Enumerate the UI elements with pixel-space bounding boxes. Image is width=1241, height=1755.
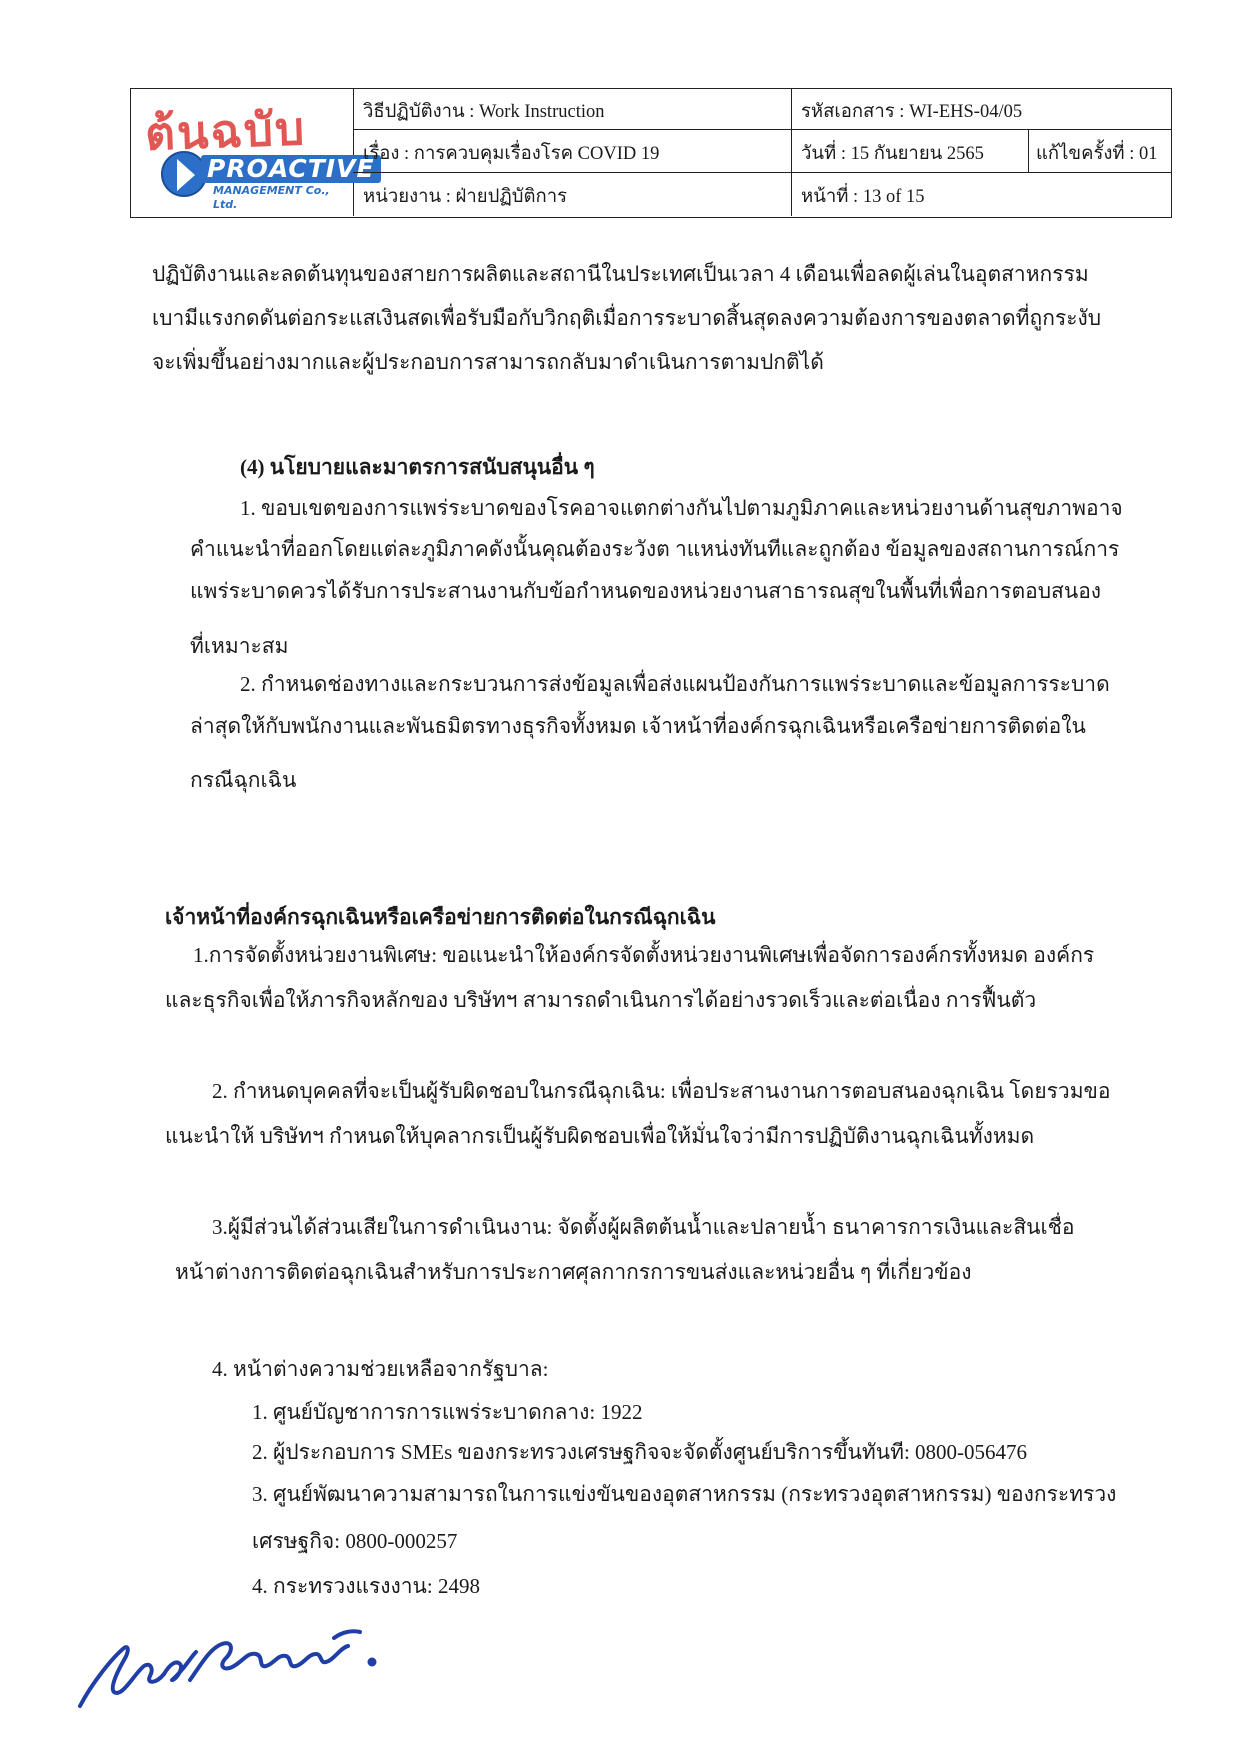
emergency-title: เจ้าหน้าที่องค์กรฉุกเฉินหรือเครือข่ายการติดต่อในกรณีฉุกเฉิน — [165, 905, 716, 929]
section4-item1-line-1: 1. ขอบเขตของการแพร่ระบาดของโรคอาจแตกต่างกันไปตามภูมิภาคและหน่วยงานด้านสุขภาพอาจ — [240, 496, 1123, 520]
emergency-p4-item-3: 3. ศูนย์พัฒนาความสามารถในการแข่งขันของอุตสาหกรรม (กระทรวงอุตสาหกรรม) ของกระทรวง — [252, 1482, 1117, 1506]
doc-date: วันที่ : 15 กันยายน 2565 — [801, 144, 984, 164]
emergency-p4-item-2: 2. ผู้ประกอบการ SMEs ของกระทรวงเศรษฐกิจจะจัดตั้งศูนย์บริการขึ้นทันที: 0800-056476 — [252, 1440, 1028, 1464]
intro-line-1: ปฏิบัติงานและลดต้นทุนของสายการผลิตและสถานีในประเทศเป็นเวลา 4 เดือนเพื่อลดผู้เล่นในอุตสาหกรรม — [152, 262, 1089, 286]
logo-wordmark: PROACTIVE — [201, 155, 381, 183]
doc-revision: แก้ไขครั้งที่ : 01 — [1036, 144, 1158, 164]
emergency-p4-title: 4. หน้าต่างความช่วยเหลือจากรัฐบาล: — [212, 1357, 549, 1381]
section4-item1-line-4: ที่เหมาะสม — [190, 634, 289, 658]
emergency-p2-line-1: 2. กำหนดบุคคลที่จะเป็นผู้รับผิดชอบในกรณีฉุกเฉิน: เพื่อประสานงานการตอบสนองฉุกเฉิน โดยรวมขอ — [212, 1079, 1111, 1103]
doc-subject: เรื่อง : การควบคุมเรื่องโรค COVID 19 — [363, 144, 660, 164]
doc-code: รหัสเอกสาร : WI-EHS-04/05 — [801, 102, 1023, 122]
doc-page-number: หน้าที่ : 13 of 15 — [801, 187, 925, 207]
emergency-p1-line-1: 1.การจัดตั้งหน่วยงานพิเศษ: ขอแนะนำให้องค์กรจัดตั้งหน่วยงานพิเศษเพื่อจัดการองค์กรทั้งหมด องค์กร — [193, 943, 1095, 967]
company-logo-cell — [131, 89, 375, 216]
emergency-p4-item-1: 1. ศูนย์บัญชาการการแพร่ระบาดกลาง: 1922 — [252, 1400, 643, 1424]
doc-department: หน่วยงาน : ฝ่ายปฏิบัติการ — [363, 187, 568, 207]
doc-type: วิธีปฏิบัติงาน : Work Instruction — [363, 102, 605, 122]
section4-item1-line-2: คำแนะนำที่ออกโดยแต่ละภูมิภาคดังนั้นคุณต้องระวังต าแหน่งทันทีและถูกต้อง ข้อมูลของสถานการณ์การ — [190, 537, 1120, 561]
emergency-p4-item-4: 4. กระทรวงแรงงาน: 2498 — [252, 1574, 480, 1598]
section4-item2-line-3: กรณีฉุกเฉิน — [190, 768, 297, 792]
original-stamp: ต้นฉบับ — [144, 101, 307, 161]
emergency-p1-line-2: และธุรกิจเพื่อให้ภารกิจหลักของ บริษัทฯ สามารถดำเนินการได้อย่างรวดเร็วและต่อเนื่อง การฟื้นตัว — [165, 988, 1037, 1012]
intro-line-2: เบามีแรงกดดันต่อกระแสเงินสดเพื่อรับมือกับวิกฤติเมื่อการระบาดสิ้นสุดลงความต้องการของตลาดที่ถูกระงับ — [152, 306, 1102, 330]
section4-title: (4) นโยบายและมาตรการสนับสนุนอื่น ๆ — [240, 455, 595, 479]
handwritten-signature — [72, 1588, 412, 1718]
document-header — [130, 88, 1172, 218]
logo-subtext: MANAGEMENT Co., Ltd. — [213, 184, 330, 211]
intro-line-3: จะเพิ่มขึ้นอย่างมากและผู้ประกอบการสามารถกลับมาดำเนินการตามปกติได้ — [152, 350, 824, 374]
section4-item2-line-1: 2. กำหนดช่องทางและกระบวนการส่งข้อมูลเพื่อส่งแผนป้องกันการแพร่ระบาดและข้อมูลการระบาด — [240, 672, 1110, 696]
emergency-p2-line-2: แนะนำให้ บริษัทฯ กำหนดให้บุคลากรเป็นผู้รับผิดชอบเพื่อให้มั่นใจว่ามีการปฏิบัติงานฉุกเฉินทั้งหมด — [165, 1124, 1035, 1148]
section4-item1-line-3: แพร่ระบาดควรได้รับการประสานงานกับข้อกำหนดของหน่วยงานสาธารณสุขในพื้นที่เพื่อการตอบสนอง — [190, 579, 1102, 603]
emergency-p3-line-2: หน้าต่างการติดต่อฉุกเฉินสำหรับการประกาศศุลกากรการขนส่งและหน่วยอื่น ๆ ที่เกี่ยวข้อง — [175, 1260, 972, 1284]
emergency-p3-line-1: 3.ผู้มีส่วนได้ส่วนเสียในการดำเนินงาน: จัดตั้งผู้ผลิตต้นน้ำและปลายน้ำ ธนาคารการเงินและสินเชื่อ — [212, 1215, 1075, 1239]
section4-item2-line-2: ล่าสุดให้กับพนักงานและพันธมิตรทางธุรกิจทั้งหมด เจ้าหน้าที่องค์กรฉุกเฉินหรือเครือข่ายการติดต่อใน — [190, 714, 1086, 738]
emergency-p4-item-3-cont: เศรษฐกิจ: 0800-000257 — [252, 1529, 458, 1553]
